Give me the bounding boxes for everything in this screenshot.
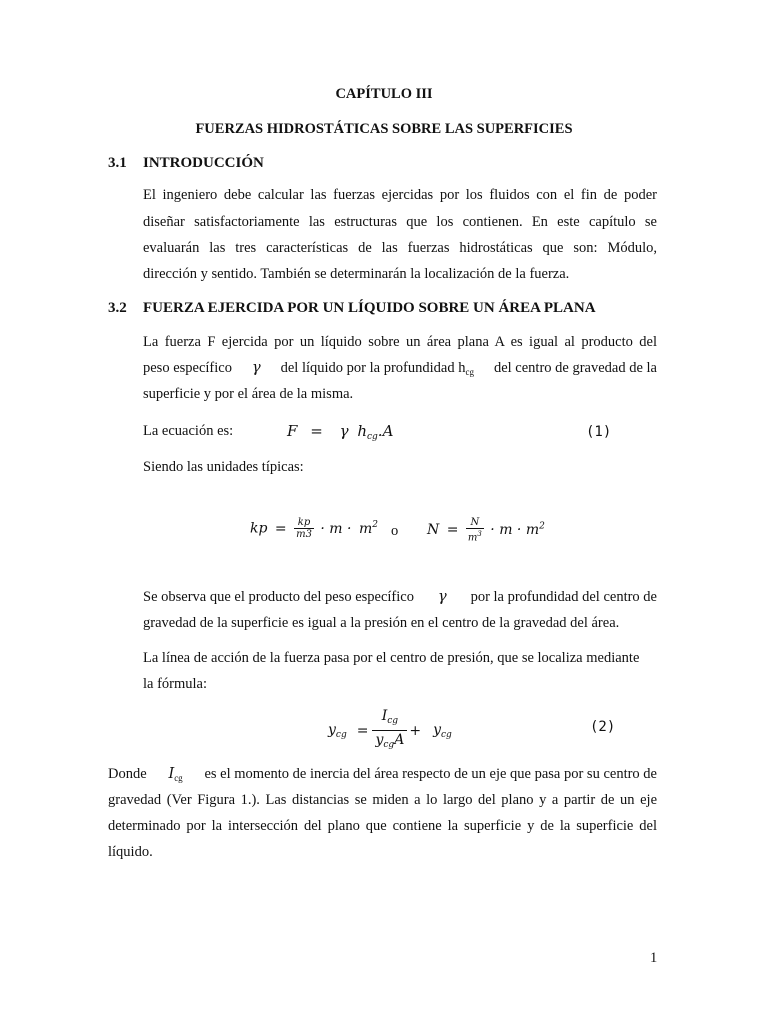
section-heading-introduccion: INTRODUCCIÓN: [143, 155, 264, 171]
chapter-title: CAPÍTULO III: [335, 86, 433, 102]
force-para-text-a: peso específico: [143, 360, 232, 376]
gamma-symbol-2: γ: [437, 589, 447, 605]
page-number: 1: [650, 950, 658, 966]
units-equation-kp: kp = $\frac{kp}{m3}$ · $m \cdot m^2$: [250, 517, 378, 540]
equation-1-number: (1): [586, 424, 612, 440]
force-para-line-2: [143, 360, 657, 377]
chapter-subtitle: FUERZAS HIDROSTÁTICAS SOBRE LAS SUPERFICIES: [195, 121, 573, 137]
line-action-1: La línea de acción de la fuerza pasa por el centro de presión, que se localiza mediante: [143, 650, 640, 666]
final-line-1: Donde $I_{cg}$ es el momento de inercia del área respecto de un eje que pasa por su centro de: [108, 766, 657, 783]
equation-2: $y_{cg}$ = $\frac{I_{cg}}{y_{cg}A}$ + $y_{cg}$: [328, 708, 452, 750]
section-number-3-2: 3.2: [108, 300, 127, 316]
force-para-text-c: del centro de gravedad de la: [493, 360, 657, 376]
gamma-symbol: γ: [251, 360, 261, 376]
section-number-3-1: 3.1: [108, 155, 127, 171]
force-para-line-3: superficie y por el área de la misma.: [143, 386, 354, 402]
units-equation-newton: N = $\frac{N}{m^3}$ · $m \cdot m^2$: [427, 517, 545, 544]
equation-2-number: (2): [590, 719, 616, 735]
final-line-4: líquido.: [108, 844, 153, 860]
final-line-3: determinado por la intersección del plano que contiene la superficie y de la superficie del: [108, 818, 657, 834]
line-action-2: la fórmula:: [143, 676, 208, 692]
intro-line-1: El ingeniero debe calcular las fuerzas ejercidas por los fluidos con el fin de poder: [143, 187, 657, 203]
force-para-text-b: del líquido por la profundidad $h_{cg}$: [280, 360, 474, 377]
units-label: Siendo las unidades típicas:: [143, 459, 304, 475]
equation-label: La ecuación es:: [143, 423, 234, 439]
observe-line-2: gravedad de la superficie es igual a la presión en el centro de la gravedad del área.: [143, 615, 620, 631]
section-heading-fuerza-plana: FUERZA EJERCIDA POR UN LÍQUIDO SOBRE UN ÁREA PLANA: [143, 300, 596, 316]
force-para-line-1: La fuerza F ejercida por un líquido sobre un área plana A es igual al producto del: [143, 334, 657, 350]
equation-1: F = γ $h_{cg}.A$: [287, 422, 394, 442]
units-or: o: [391, 523, 399, 539]
final-line-2: gravedad (Ver Figura 1.). Las distancias se miden a lo largo del plano y a partir de un eje: [108, 792, 657, 808]
intro-line-2: diseñar satisfactoriamente las estructuras que los contienen. En este capítulo se: [143, 214, 657, 230]
intro-line-4: dirección y sentido. También se determinarán la localización de la fuerza.: [143, 266, 570, 282]
observe-line-1: Se observa que el producto del peso específico γ por la profundidad del centro de: [143, 589, 657, 605]
intro-line-3: evaluarán las tres características de las fuerzas hidrostáticas que son: Módulo,: [143, 240, 657, 256]
